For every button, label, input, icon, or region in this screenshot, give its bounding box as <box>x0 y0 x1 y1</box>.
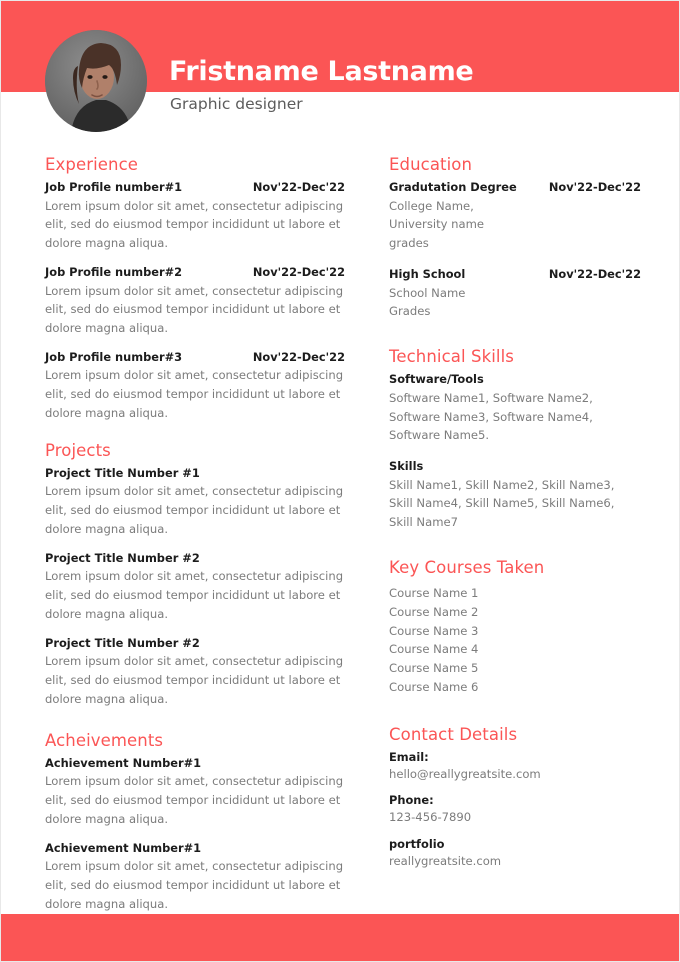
experience-entry <box>45 264 345 338</box>
education-entry <box>389 266 641 321</box>
left-column <box>45 156 345 913</box>
description-line: Software Name3, Software Name4, <box>389 409 593 424</box>
description-line: elit, sed do eiusmod tempor incididunt ut labore et <box>45 792 341 807</box>
section-title-key-courses: Key Courses Taken <box>389 558 545 577</box>
description-line: Skill Name7 <box>389 515 459 530</box>
list-item: Course Name 3 <box>389 623 479 638</box>
description-line: Lorem ipsum dolor sit amet, consectetur adipiscing <box>45 198 344 213</box>
entry-header <box>45 840 345 857</box>
entry-header <box>45 264 345 281</box>
entry-description <box>45 772 345 828</box>
entry-title: Achievement Number#1 <box>45 840 202 855</box>
entry-header <box>45 179 345 196</box>
entry-title: Job Profile number#3 <box>45 349 183 364</box>
entry-title: Gradutation Degree <box>389 180 517 195</box>
section-title-education: Education <box>389 155 473 174</box>
footer-banner <box>1 914 680 961</box>
contact-label: Email: <box>389 749 429 764</box>
section-contact-details <box>389 726 641 871</box>
list-item: Course Name 5 <box>389 661 479 676</box>
description-line: elit, sed do eiusmod tempor incididunt ut labore et <box>45 302 341 317</box>
entry-title: Project Title Number #2 <box>45 550 200 565</box>
entry-description <box>45 857 345 913</box>
description-line: elit, sed do eiusmod tempor incididunt ut labore et <box>45 217 341 232</box>
section-projects <box>45 442 345 709</box>
section-title-experience: Experience <box>45 155 139 174</box>
entry-description <box>45 482 345 538</box>
entry-header <box>45 465 345 482</box>
description-line: University name <box>389 217 485 232</box>
description-line: Lorem ipsum dolor sit amet, consectetur adipiscing <box>45 368 344 383</box>
entry-date: Nov'22-Dec'22 <box>252 349 345 364</box>
description-line: Skill Name1, Skill Name2, Skill Name3, <box>389 477 615 492</box>
achievement-entry <box>45 755 345 829</box>
section-education <box>389 156 641 321</box>
description-line: Lorem ipsum dolor sit amet, consectetur adipiscing <box>45 774 344 789</box>
entry-title: Project Title Number #2 <box>45 635 200 650</box>
description-line: Lorem ipsum dolor sit amet, consectetur adipiscing <box>45 484 344 499</box>
section-experience <box>45 156 345 423</box>
contact-label: Phone: <box>389 793 434 808</box>
description-line: School Name <box>389 285 466 300</box>
description-line: elit, sed do eiusmod tempor incididunt ut labore et <box>45 672 341 687</box>
contact-label: portfolio <box>389 836 445 851</box>
entry-header <box>45 349 345 366</box>
achievement-entry <box>45 840 345 914</box>
entry-description <box>389 197 641 253</box>
entry-title: Achievement Number#1 <box>45 755 202 770</box>
description-line: dolore magna aliqua. <box>45 236 169 251</box>
description-line: elit, sed do eiusmod tempor incididunt ut labore et <box>45 503 341 518</box>
entry-description <box>45 282 345 338</box>
description-line: Grades <box>389 304 431 319</box>
list-item: Course Name 2 <box>389 604 479 619</box>
entry-date: Nov'22-Dec'22 <box>548 180 641 195</box>
page-title: Fristname Lastname <box>169 56 474 87</box>
section-title-contact-details: Contact Details <box>389 724 518 744</box>
description-line: dolore magna aliqua. <box>45 606 169 621</box>
entry-description <box>45 197 345 253</box>
entry-title: Job Profile number#2 <box>45 265 183 280</box>
entry-header <box>389 371 641 388</box>
contact-value[interactable]: reallygreatsite.com <box>389 853 502 868</box>
entry-description <box>389 389 641 445</box>
description-line: Lorem ipsum dolor sit amet, consectetur adipiscing <box>45 654 344 669</box>
contact-email <box>389 749 641 784</box>
project-entry <box>45 465 345 539</box>
entry-title: High School <box>389 267 466 282</box>
project-entry <box>45 635 345 709</box>
section-title-achievements: Acheivements <box>45 730 164 750</box>
description-line: elit, sed do eiusmod tempor incididunt ut labore et <box>45 877 341 892</box>
entry-title: Project Title Number #1 <box>45 465 200 480</box>
contact-value[interactable]: hello@reallygreatsite.com <box>389 766 541 781</box>
skills-entry <box>389 458 641 532</box>
entry-date: Nov'22-Dec'22 <box>548 267 641 282</box>
contact-portfolio <box>389 836 641 871</box>
list-item: Course Name 1 <box>389 586 479 601</box>
description-line: dolore magna aliqua. <box>45 522 169 536</box>
description-line: elit, sed do eiusmod tempor incididunt ut labore et <box>45 588 341 603</box>
section-title-projects: Projects <box>45 440 111 460</box>
entry-header <box>389 179 641 196</box>
contact-value[interactable]: 123-456-7890 <box>389 810 472 824</box>
entry-description <box>389 476 641 532</box>
description-line: Skill Name4, Skill Name5, Skill Name6, <box>389 496 615 511</box>
entry-description <box>389 284 641 322</box>
entry-header <box>45 550 345 567</box>
description-line: Lorem ipsum dolor sit amet, consectetur adipiscing <box>45 283 344 298</box>
entry-date: Nov'22-Dec'22 <box>252 265 345 280</box>
entry-header <box>45 635 345 652</box>
description-line: Software Name5. <box>389 428 490 443</box>
description-line: College Name, <box>389 198 474 213</box>
entry-header <box>389 458 641 475</box>
list-item: Course Name 6 <box>389 680 479 695</box>
description-line: elit, sed do eiusmod tempor incididunt ut labore et <box>45 387 341 402</box>
list-item: Course Name 4 <box>389 642 479 657</box>
avatar <box>45 30 147 132</box>
contact-phone <box>389 792 641 827</box>
job-role-subtitle: Graphic designer <box>170 95 303 113</box>
entry-header <box>389 266 641 283</box>
description-line: dolore magna aliqua. <box>45 321 169 336</box>
skills-entry <box>389 371 641 445</box>
entry-title: Software/Tools <box>389 372 484 387</box>
entry-header <box>45 755 345 772</box>
education-entry <box>389 179 641 253</box>
entry-title: Skills <box>389 459 424 474</box>
description-line: Lorem ipsum dolor sit amet, consectetur adipiscing <box>45 569 344 584</box>
section-key-courses <box>389 559 641 697</box>
description-line: dolore magna aliqua. <box>45 691 169 706</box>
experience-entry <box>45 179 345 253</box>
course-list <box>389 584 641 697</box>
entry-description <box>45 567 345 623</box>
description-line: Software Name1, Software Name2, <box>389 390 593 405</box>
entry-title: Job Profile number#1 <box>45 180 183 195</box>
description-line: grades <box>389 236 429 251</box>
description-line: Lorem ipsum dolor sit amet, consectetur adipiscing <box>45 859 344 874</box>
description-line: dolore magna aliqua. <box>45 811 169 826</box>
right-column <box>389 156 641 879</box>
description-line: dolore magna aliqua. <box>45 405 169 420</box>
section-title-technical-skills: Technical Skills <box>389 347 514 367</box>
description-line: dolore magna aliqua. <box>45 896 169 911</box>
entry-date: Nov'22-Dec'22 <box>252 180 345 195</box>
entry-description <box>45 366 345 422</box>
entry-description <box>45 652 345 708</box>
experience-entry <box>45 349 345 423</box>
project-entry <box>45 550 345 624</box>
section-achievements <box>45 732 345 914</box>
section-technical-skills <box>389 348 641 532</box>
